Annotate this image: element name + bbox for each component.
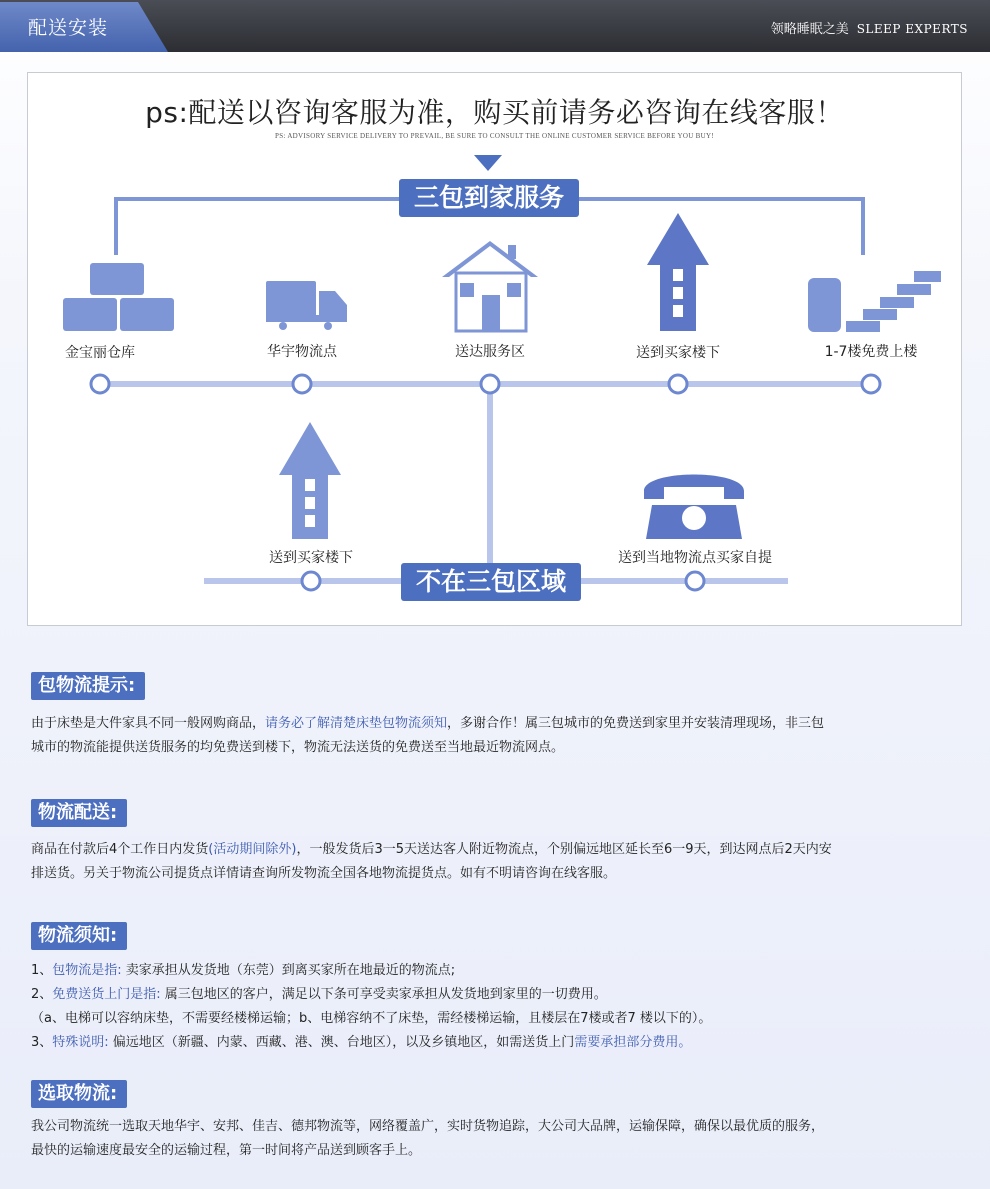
node-label-self-pickup: 送到当地物流点买家自提 xyxy=(618,550,772,566)
section-title-carriers: 选取物流: xyxy=(31,1080,127,1108)
ps-subtitle: PS: ADVISORY SERVICE DELIVERY TO PREVAIL, BE SURE TO CONSULT THE ONLINE CUSTOMER SERVICE BEFORE YOU BUY! xyxy=(275,132,714,140)
bracket-right xyxy=(579,199,863,255)
section-text-tips xyxy=(31,712,961,760)
route-node xyxy=(686,572,704,590)
route-node xyxy=(302,572,320,590)
bracket-left xyxy=(116,199,399,255)
stairs-icon xyxy=(808,271,941,332)
text-line: 由于床垫是大件家具不同一般网购商品，请务必了解清楚床垫包物流须知，多谢合作！属三包城市的免费送到家里并安装清理现场，非三包 xyxy=(31,716,825,731)
route-node xyxy=(669,375,687,393)
service-box: 三包到家服务 xyxy=(399,179,579,217)
no-service-box: 不在三包区域 xyxy=(401,563,581,601)
building-arrow-icon xyxy=(279,422,341,539)
text-line: （a、电梯可以容纳床垫，不需要经楼梯运输；b、电梯容纳不了床垫，需经楼梯运输，且楼层在7楼或者7 楼以下的）。 xyxy=(31,1011,712,1026)
section-title-delivery: 物流配送: xyxy=(31,799,127,827)
truck-icon xyxy=(266,281,347,330)
text-line: 城市的物流能提供送货服务的均免费送到楼下，物流无法送货的免费送至当地最近物流网点。 xyxy=(31,740,565,755)
section-text-delivery xyxy=(31,838,961,886)
node-label-warehouse: 金宝丽仓库 xyxy=(65,345,135,361)
node-label-service-area: 送达服务区 xyxy=(455,344,525,360)
brand-en: SLEEP EXPERTS xyxy=(856,22,968,36)
route-node xyxy=(862,375,880,393)
node-label-free-upstairs: 1-7楼免费上楼 xyxy=(824,344,918,360)
pointer-triangle-icon xyxy=(474,155,502,171)
ps-title: ps:配送以咨询客服为准，购买前请务必咨询在线客服！ xyxy=(145,96,844,129)
delivery-diagram-panel xyxy=(27,72,962,626)
route-node xyxy=(91,375,109,393)
section-title-notice: 物流须知: xyxy=(31,922,127,950)
text-line: 3、特殊说明: 偏远地区（新疆、内蒙、西藏、港、澳、台地区），以及乡镇地区，如需送货上门需要承担部分费用。 xyxy=(31,1035,692,1050)
header-tab-title: 配送安装 xyxy=(28,17,109,39)
node-label-downstairs: 送到买家楼下 xyxy=(636,345,720,361)
header-bar xyxy=(0,0,990,52)
node-label-downstairs-bottom: 送到买家楼下 xyxy=(269,550,353,566)
text-line: 最快的运输速度最安全的运输过程，第一时间将产品送到顾客手上。 xyxy=(31,1143,422,1158)
text-line: 排送货。另关于物流公司提货点详情请查询所发物流全国各地物流提货点。如有不明请咨询在线客服。 xyxy=(31,866,617,881)
text-line: 商品在付款后4个工作日内发货(活动期间除外)，一般发货后3一5天送达客人附近物流点，个别偏远地区延长至6一9天，到达网点后2天内安 xyxy=(31,842,832,857)
building-arrow-icon xyxy=(647,213,709,331)
warehouse-boxes-icon xyxy=(63,263,174,331)
text-line: 我公司物流统一选取天地华宇、安邦、佳吉、德邦物流等，网络覆盖广，实时货物追踪，大公司大品牌，运输保障，确保以最优质的服务， xyxy=(31,1119,825,1134)
text-line: 2、免费送货上门是指: 属三包地区的客户，满足以下条可享受卖家承担从发货地到家里的一切费用。 xyxy=(31,987,607,1002)
section-text-carriers xyxy=(31,1115,961,1163)
node-label-logistics: 华宇物流点 xyxy=(267,344,337,360)
brand-cn: 领略睡眠之美 xyxy=(770,22,849,37)
route-node xyxy=(481,375,499,393)
section-title-tips: 包物流提示: xyxy=(31,672,145,700)
telephone-icon xyxy=(644,475,744,540)
text-line: 1、包物流是指: 卖家承担从发货地（东莞）到离买家所在地最近的物流点; xyxy=(31,963,456,978)
route-node xyxy=(293,375,311,393)
header-brand xyxy=(771,18,968,37)
house-icon xyxy=(442,241,538,331)
section-text-notice xyxy=(31,959,961,1055)
